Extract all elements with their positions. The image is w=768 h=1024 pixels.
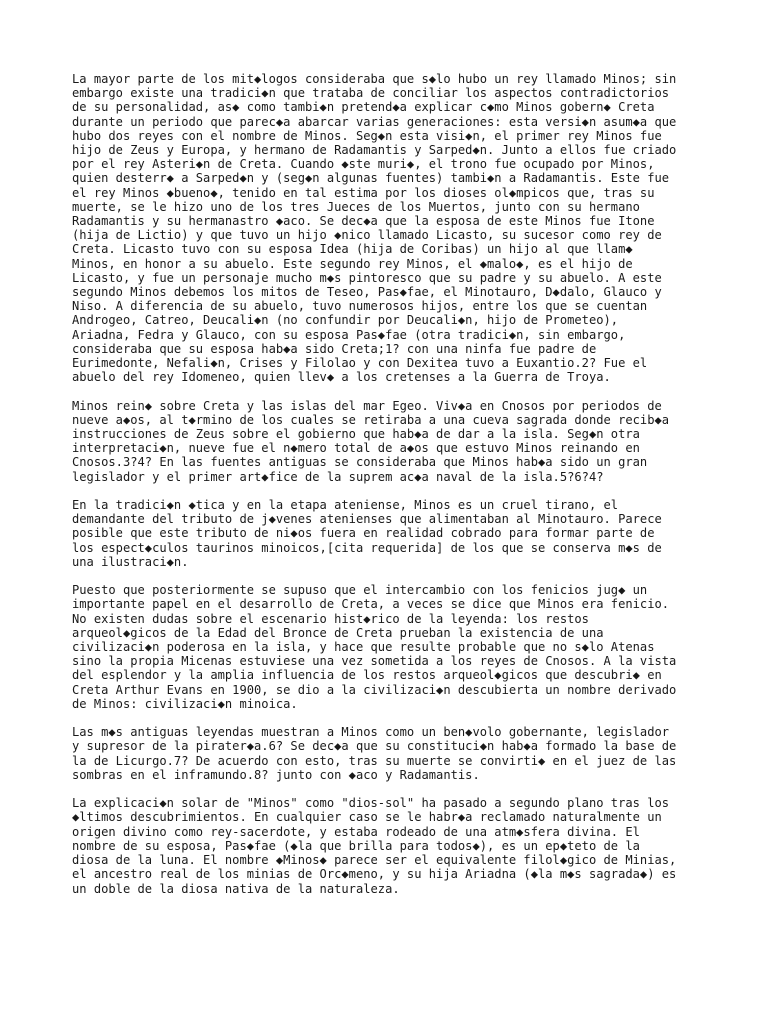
paragraph-ancient-legends: Las m◆s antiguas leyendas muestran a Minos como un ben◆volo gobernante, legislador y supresor de la pirater◆a.6? Se dec◆a que su constituci◆n hab◆a formado la base de la de Licurgo.7? De acuerdo con esto, tras su muerte se convirti◆ en el juez de las sombras en el inframundo.8? junto con ◆aco y Radamantis. [72,725,677,782]
paragraph-origins: La mayor parte de los mit◆logos consideraba que s◆lo hubo un rey llamado Minos; sin embargo existe una tradici◆n que trataba de conciliar los aspectos contradictorios de su personalidad, as◆ como tambi◆n pretend◆a explicar c◆mo Minos gobern◆ Creta durante un periodo que parec◆a abarcar varias generaciones: esta versi◆n asum◆a que hubo dos reyes con el nombre de Minos. Seg◆n esta visi◆n, el primer rey Minos fue hijo de Zeus y Europa, y hermano de Radamantis y Sarped◆n. Junto a ellos fue criado por el rey Asteri◆n de Creta. Cuando ◆ste muri◆, el trono fue ocupado por Minos, quien desterr◆ a Sarped◆n y (seg◆n algunas fuentes) tambi◆n a Radamantis. Este fue el rey Minos ◆bueno◆, tenido en tal estima por los dioses ol◆mpicos que, tras su muerte, se le hizo uno de los tres Jueces de los Muertos, junto con su hermano Radamantis y su hermanastro ◆aco. Se dec◆a que la esposa de este Minos fue Itone (hija de Lictio) y que tuvo un hijo ◆nico llamado Licasto, su sucesor como rey de Creta. Licasto tuvo con su esposa Idea (hija de Coribas) un hijo al que llam◆ Minos, en honor a su abuelo. Este segundo rey Minos, el ◆malo◆, es el hijo de Licasto, y fue un personaje mucho m◆s pintoresco que su padre y su abuelo. A este segundo Minos debemos los mitos de Teseo, Pas◆fae, el Minotauro, D◆dalo, Glauco y Niso. A diferencia de su abuelo, tuvo numerosos hijos, entre los que se cuentan Androgeo, Catreo, Deucali◆n (no confundir por Deucali◆n, hijo de Prometeo), Ariadna, Fedra y Glauco, con su esposa Pas◆fae (otra tradici◆n, sin embargo, consideraba que su esposa hab◆a sido Creta;1? con una ninfa fue padre de Eurimedonte, Nefali◆n, Crises y Filolao y con Dexitea tuvo a Euxantio.2? Fue el abuelo del rey Idomeneo, quien llev◆ a los cretenses a la Guerra de Troya. [72,72,677,385]
paragraph-solar-explanation: La explicaci◆n solar de "Minos" como "dios-sol" ha pasado a segundo plano tras los ◆ltimos descubrimientos. En cualquier caso se le habr◆a reclamado naturalmente un origen divino como rey-sacerdote, y estaba rodeado de una atm◆sfera divina. El nombre de su esposa, Pas◆fae (◆la que brilla para todos◆), es un ep◆teto de la diosa de la luna. El nombre ◆Minos◆ parece ser el equivalente filol◆gico de Minias, el ancestro real de los minias de Orc◆meno, y su hija Ariadna (◆la m◆s sagrada◆) es un doble de la diosa nativa de la naturaleza. [72,796,677,896]
paragraph-reign: Minos rein◆ sobre Creta y las islas del mar Egeo. Viv◆a en Cnosos por periodos de nueve a◆os, al t◆rmino de los cuales se retiraba a una cueva sagrada donde recib◆a instrucciones de Zeus sobre el gobierno que hab◆a de dar a la isla. Seg◆n otra interpretaci◆n, nueve fue el n◆mero total de a◆os que estuvo Minos reinando en Cnosos.3?4? En las fuentes antiguas se consideraba que Minos hab◆a sido un gran legislador y el primer art◆fice de la suprem ac◆a naval de la isla.5?6?4? [72,398,670,484]
paragraph-archaeology: Puesto que posteriormente se supuso que el intercambio con los fenicios jug◆ un importante papel en el desarrollo de Creta, a veces se dice que Minos era fenicio. No existen dudas sobre el escenario hist◆rico de la leyenda: los restos arqueol◆gicos de la Edad del Bronce de Creta prueban la existencia de una civilizaci◆n poderosa en la isla, y hace que resulte probable que no s◆lo Atenas sino la propia Micenas estuviese una vez sometida a los reyes de Cnosos. A la vista del esplendor y la amplia influencia de los restos arqueol◆gicos que descubri◆ en Creta Arthur Evans en 1900, se dio a la civilizaci◆n descubierta un nombre derivado de Minos: civilizaci◆n minoica. [72,583,677,711]
paragraph-attic-tradition: En la tradici◆n ◆tica y en la etapa ateniense, Minos es un cruel tirano, el demandante del tributo de j◆venes atenienses que alimentaban al Minotauro. Parece posible que este tributo de ni◆os fuera en realidad cobrado para formar parte de los espect◆culos taurinos minoicos,[cita requerida] de los que se conserva m◆s de una ilustraci◆n. [72,498,662,569]
document-body [72,72,702,910]
